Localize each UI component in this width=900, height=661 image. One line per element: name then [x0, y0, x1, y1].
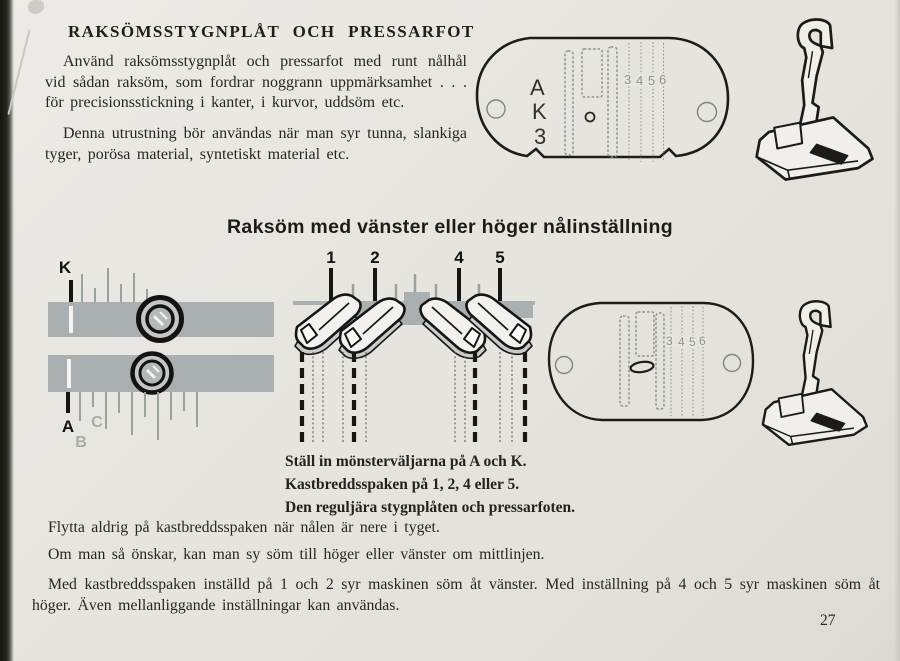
guide-number-4: 4 — [678, 335, 685, 349]
plate-letter-k: K — [532, 99, 547, 124]
needle-position-numbers — [326, 248, 504, 267]
body-paragraph-1: Flytta aldrig på kastbreddsspaken när nålen är nere i tyget. — [48, 519, 440, 536]
label-a: A — [61, 417, 75, 436]
guide-number-3: 3 — [624, 72, 632, 87]
feed-slot — [656, 313, 664, 409]
presser-foot-illustration — [740, 16, 885, 194]
label-k: K — [58, 258, 72, 277]
plate-letter-a: A — [530, 75, 545, 100]
screw-hole-icon — [487, 100, 505, 118]
presser-foot-illustration — [748, 280, 878, 476]
feed-slot — [565, 51, 573, 155]
stitch-lines — [302, 352, 525, 444]
guide-number-5: 5 — [648, 73, 656, 88]
feed-slot — [636, 312, 654, 356]
body-paragraph-2: Om man så önskar, kan man sy söm till höger eller vänster om mittlinjen. — [48, 546, 545, 563]
seam-guide-numbers — [624, 72, 666, 88]
needle-plate-side-illustration — [545, 299, 757, 429]
plate-digit-3: 3 — [534, 124, 547, 149]
label-5: 5 — [495, 248, 505, 267]
label-4: 4 — [454, 248, 464, 267]
k-pointer — [69, 280, 73, 302]
guide-number-6: 6 — [659, 72, 667, 87]
instruction-line-3: Den reguljära stygnplåten och pressarfoten. — [285, 499, 576, 516]
label-2: 2 — [370, 248, 380, 267]
guide-number-4: 4 — [636, 73, 644, 88]
plate-marking-ak3 — [530, 75, 547, 149]
page-title: RAKSÖMSSTYGNPLÅT OCH PRESSARFOT — [68, 22, 475, 41]
page-edge-shadow — [894, 0, 900, 661]
plate-outline — [549, 303, 753, 420]
guide-number-3: 3 — [666, 334, 673, 348]
instruction-block — [285, 450, 705, 519]
intro-paragraph-2: Denna utrustning bör användas när man syr tunna, slankiga tyger, porösa material, syntetiskt material etc. — [45, 125, 467, 163]
needle-slot-icon — [630, 360, 654, 373]
page-number: 27 — [820, 612, 836, 629]
instruction-line-1: Ställ in mönsterväljarna på A och K. — [285, 453, 527, 470]
scan-smudge — [28, 0, 44, 14]
guide-number-5: 5 — [689, 335, 696, 349]
seam-guide-lines — [671, 306, 703, 417]
reference-stitch-lines — [313, 352, 512, 444]
needle-hole-icon — [586, 113, 595, 122]
label-b: B — [75, 434, 87, 451]
needle-position-diagram — [285, 246, 543, 450]
guide-number-6: 6 — [699, 334, 706, 348]
screw-hole-icon — [698, 103, 717, 122]
intro-paragraph-1: Använd raksömsstygnplåt och pressarfot med runt nålhål vid sådan raksöm, som fordrar noggrann uppmärksamhet . . . för precisionsstickning i kanter, i kurvor, uddsöm etc. — [45, 53, 467, 111]
scale-ticks-top — [82, 268, 147, 302]
seam-guide-lines — [629, 42, 667, 162]
selector-knob-bottom — [133, 354, 172, 393]
pattern-selector-diagram — [35, 255, 287, 451]
instruction-line-2: Kastbreddsspaken på 1, 2, 4 eller 5. — [285, 476, 520, 493]
a-position-marker — [67, 359, 71, 388]
a-pointer — [66, 392, 70, 413]
label-1: 1 — [326, 248, 336, 267]
feed-slot — [620, 316, 629, 406]
seam-guide-numbers — [666, 334, 706, 349]
screw-hole-icon — [556, 357, 573, 374]
screw-hole-icon — [724, 355, 741, 372]
feed-slot — [608, 47, 617, 157]
label-c: C — [91, 414, 103, 431]
selector-knob-top — [139, 298, 182, 341]
seam-stitch-lines — [302, 352, 525, 444]
k-position-marker — [69, 306, 73, 333]
body-paragraph-3: Med kastbreddsspaken inställd på 1 och 2 syr maskinen söm åt vänster. Med inställning på 4 och 5 syr maskinen söm åt höger. Även mellanliggande inställningar kan användas. — [32, 576, 880, 614]
needle-plate-top-illustration — [470, 33, 740, 173]
feed-slot — [582, 49, 602, 97]
section-heading: Raksöm med vänster eller höger nålinställning — [227, 216, 673, 238]
